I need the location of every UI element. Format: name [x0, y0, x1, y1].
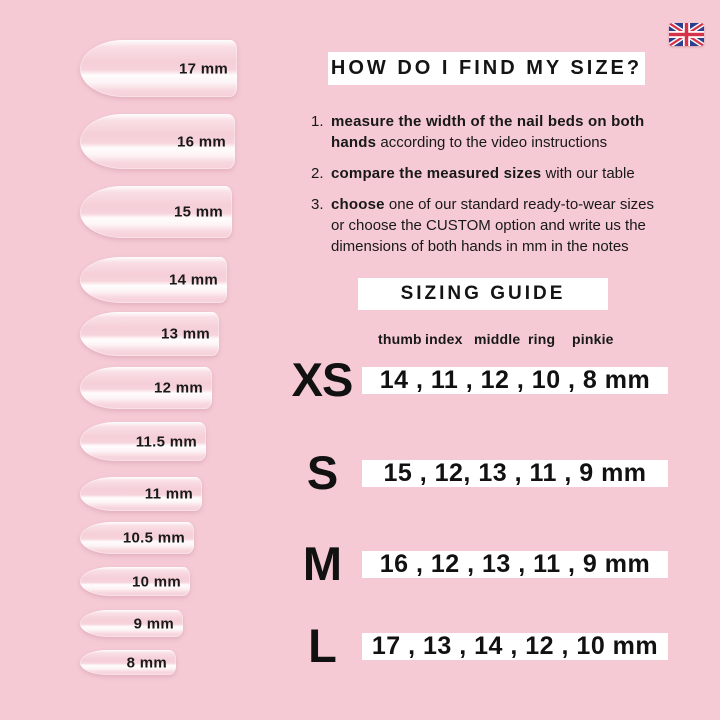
nail-size-label: 8 mm [126, 654, 167, 671]
nail-tip-13mm [80, 312, 219, 356]
size-row-m [282, 537, 668, 590]
nail-size-label: 11.5 mm [135, 433, 197, 450]
page-title-banner [328, 52, 645, 85]
instruction-item-3 [311, 194, 665, 257]
column-header-thumb: thumb [378, 331, 422, 347]
instruction-item-1 [311, 111, 665, 153]
size-values-s: 15 , 12, 13 , 11 , 9 mm [362, 460, 668, 487]
nail-size-label: 13 mm [160, 325, 210, 343]
instruction-regular-text: according to the video instructions [376, 134, 608, 151]
nail-size-label: 15 mm [173, 203, 223, 221]
nail-tip-16mm [80, 114, 235, 169]
sizing-guide-title: SIZING GUIDE [400, 283, 566, 304]
nail-size-label: 17 mm [178, 60, 228, 77]
instruction-regular-text: with our table [541, 165, 635, 182]
instruction-bold-text: measure the width of the nail beds on both hands [331, 113, 645, 151]
instruction-bold-text: choose [331, 196, 385, 213]
nail-size-label: 9 mm [133, 615, 174, 632]
nail-tip-10mm [80, 567, 190, 596]
size-row-l [282, 619, 668, 672]
nail-size-label: 16 mm [176, 133, 226, 150]
nail-tip-10point5mm [80, 522, 194, 554]
nail-tip-12mm [80, 367, 212, 409]
page-title: HOW DO I FIND MY SIZE? [330, 57, 643, 79]
size-row-xs [282, 353, 668, 406]
size-row-s [282, 446, 668, 499]
nail-tip-11point5mm [80, 422, 206, 461]
nail-size-label: 11 mm [144, 485, 193, 503]
size-label-m: M [302, 537, 342, 590]
sizing-guide-banner [358, 278, 608, 310]
nail-tip-17mm [80, 40, 237, 97]
column-header-middle: middle [474, 331, 521, 347]
nail-tip-11mm [80, 477, 202, 511]
nail-tip-15mm [80, 186, 232, 238]
instruction-item-2 [311, 163, 665, 184]
column-header-ring: ring [528, 331, 556, 347]
size-label-l: L [308, 619, 336, 672]
instruction-bold-text: compare the measured sizes [331, 165, 542, 182]
size-label-s: S [306, 446, 338, 499]
size-label-xs: XS [291, 353, 353, 406]
instructions-list [311, 111, 665, 267]
column-header-pinkie: pinkie [572, 331, 614, 347]
nail-tip-14mm [80, 257, 227, 303]
size-values-l: 17 , 13 , 14 , 12 , 10 mm [362, 633, 668, 660]
instruction-number: 2. [311, 165, 324, 182]
nail-size-label: 10 mm [131, 573, 181, 590]
column-header-index: index [425, 331, 463, 347]
size-values-m: 16 , 12 , 13 , 11 , 9 mm [362, 551, 668, 578]
instruction-number: 1. [311, 113, 324, 130]
nail-size-label: 12 mm [153, 379, 203, 397]
instruction-regular-text: one of our standard ready-to-wear sizes or choose the CUSTOM option and write us the dimensions of both hands in mm in the notes [331, 196, 655, 255]
nail-tip-8mm [80, 650, 176, 675]
instruction-number: 3. [311, 196, 324, 213]
nail-size-label: 10.5 mm [122, 529, 185, 547]
nail-size-label: 14 mm [168, 271, 218, 289]
size-values-xs: 14 , 11 , 12 , 10 , 8 mm [362, 367, 668, 394]
nail-tip-9mm [80, 610, 183, 637]
